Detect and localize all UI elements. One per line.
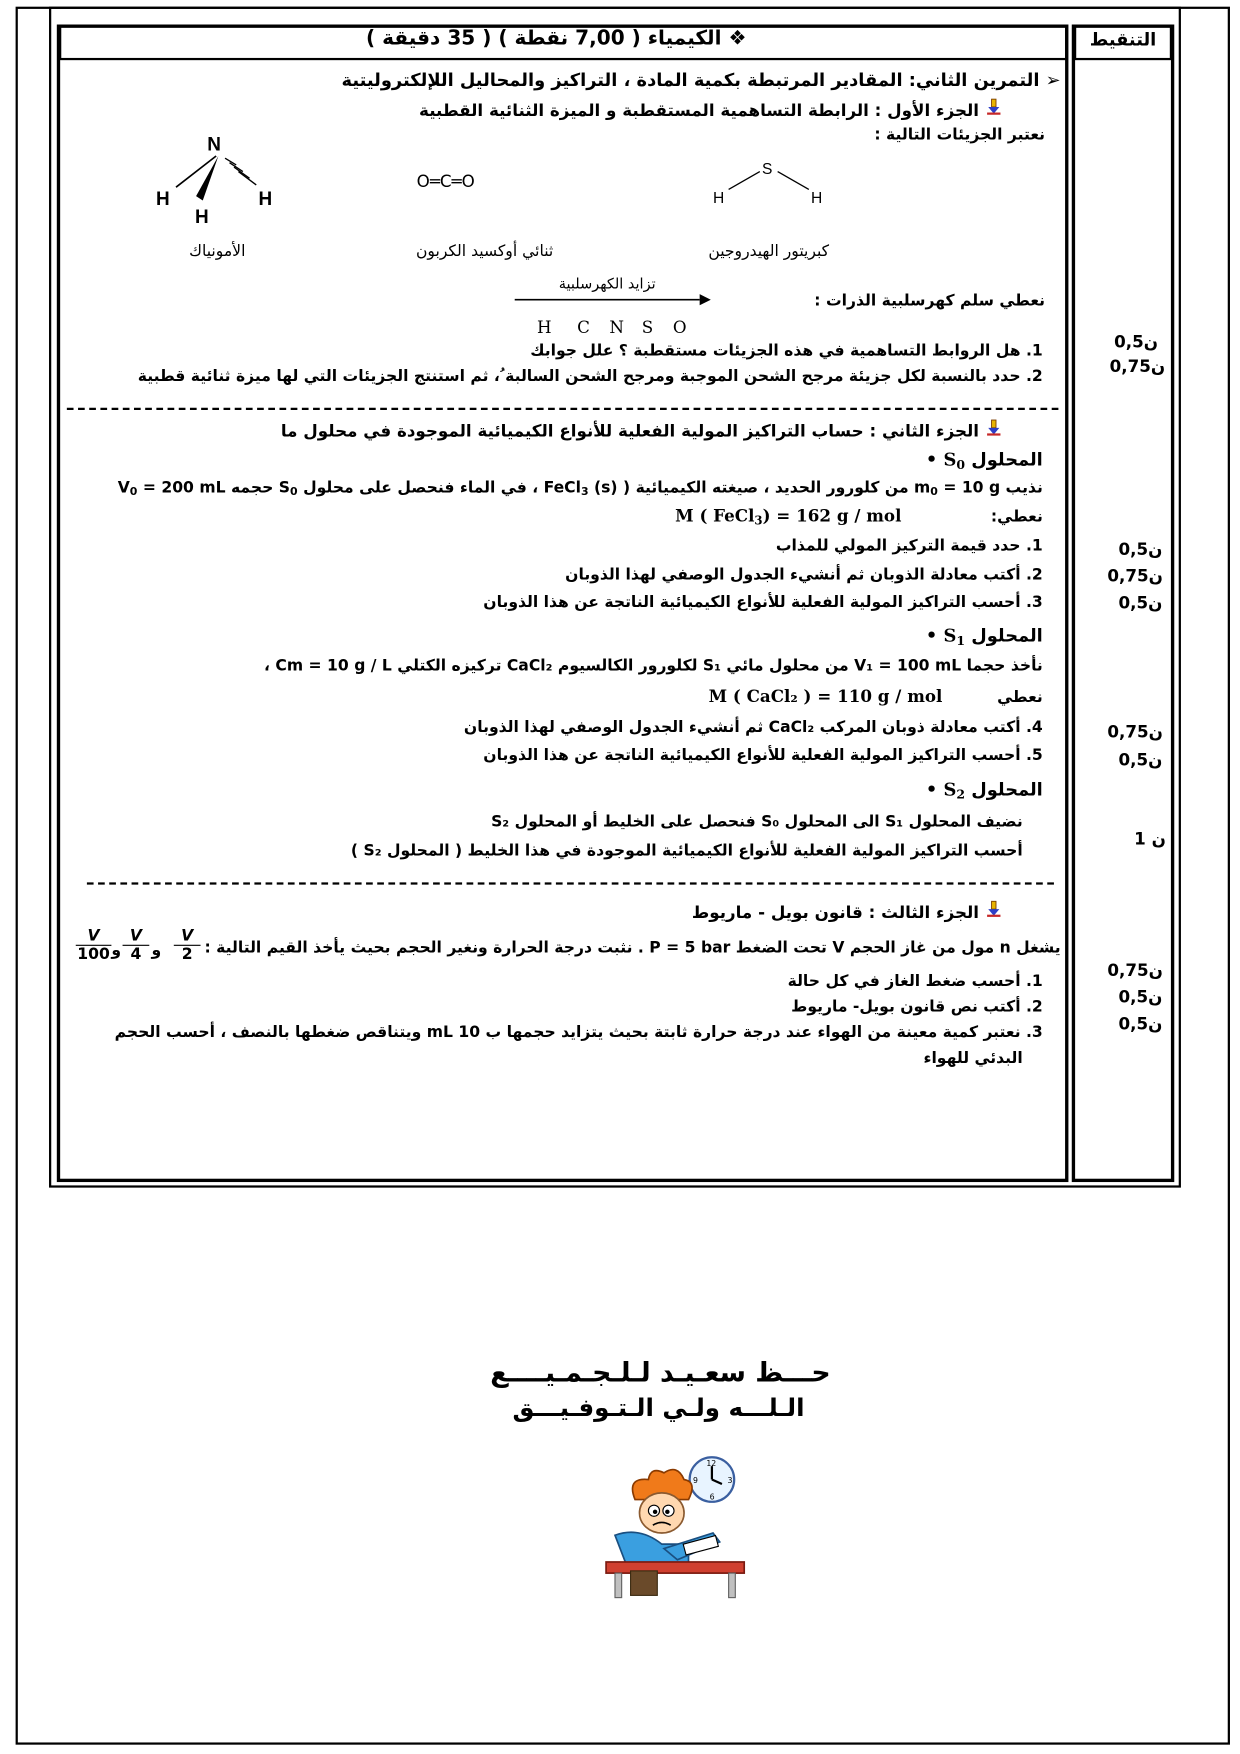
s0-sub-a: 0 bbox=[930, 486, 938, 499]
score-s2: 1 ن bbox=[1134, 828, 1166, 849]
fraction-numerator: V bbox=[174, 927, 201, 946]
s0-question-1 bbox=[557, 537, 1043, 555]
fraction-v-100 bbox=[76, 927, 112, 964]
scale-atom-h: H bbox=[536, 317, 552, 338]
question-number: 4. bbox=[1025, 718, 1043, 737]
solution-word: المحلول bbox=[971, 778, 1043, 800]
h2s-s-atom: S bbox=[762, 160, 773, 178]
fraction-numerator: V bbox=[123, 927, 150, 946]
and-word-2: و bbox=[111, 941, 122, 960]
s2-label: المحلول $S_2$ • bbox=[925, 778, 1043, 802]
score-p3-q2: 0,5ن bbox=[1118, 987, 1163, 1008]
s0-given-a: M ( FeCl bbox=[675, 505, 755, 526]
part3-heading bbox=[624, 900, 1003, 922]
s0-text-e: = 200 mL bbox=[137, 479, 226, 497]
s0-given-value bbox=[675, 506, 901, 528]
s0-sub-d: 0 bbox=[129, 486, 138, 499]
scale-atom-o: O bbox=[672, 317, 687, 338]
question-number: 2. bbox=[1025, 367, 1043, 386]
part3-heading-text: الجزء الثالث : قانون بويل - ماريوط bbox=[691, 902, 980, 923]
s2-statement-1: نضيف المحلول S₁ الى المحلول S₀ فنحصل على الخليط أو المحلول S₂ bbox=[491, 813, 1023, 832]
score-s0-q2: 0,75ن bbox=[1107, 565, 1163, 587]
score-p1-q2: 0,75ن bbox=[1109, 356, 1166, 377]
section-title bbox=[334, 27, 746, 50]
solution-word: المحلول bbox=[971, 625, 1043, 647]
p3-question-1 bbox=[668, 973, 1042, 991]
grading-column-header: التنقيط bbox=[1089, 28, 1157, 51]
electronegativity-arrow-icon bbox=[512, 293, 713, 306]
s2-symbol: S bbox=[943, 778, 957, 800]
question-number: 2. bbox=[1025, 565, 1043, 584]
co2-name: ثنائي أوكسيد الكربون bbox=[415, 242, 554, 261]
svg-text:9: 9 bbox=[692, 1475, 698, 1485]
electronegativity-arrow-label: تزايد الكهرسلبية bbox=[558, 276, 656, 294]
question-text: نعتبر كمية معينة من الهواء عند درجة حرارة ثابتة بحيث يتزايد حجمها ب 10 mL ويتناقص ضغطها بالنصف ، أحسب الحجم bbox=[114, 1023, 1021, 1042]
question-text: حدد قيمة التركيز المولي للمذاب bbox=[775, 536, 1021, 555]
s1-given-label: نعطي bbox=[997, 688, 1043, 707]
s0-question-2 bbox=[446, 566, 1043, 584]
s1-statement: نأخذ حجما V₁ = 100 mL من محلول مائي S₁ لكلورور الكالسيوم CaCl₂ تركيزه الكتلي Cm = 10 g / L ، bbox=[264, 657, 1043, 676]
s0-text-d: حجمه V bbox=[117, 479, 279, 497]
s0-question-3 bbox=[334, 594, 1043, 612]
section-title-text: الكيمياء ( 7,00 نقطة ) ( 35 دقيقة ) bbox=[365, 26, 722, 51]
fraction-numerator: V bbox=[76, 927, 112, 946]
part3-intro: يشغل n مول من غاز الحجم V تحت الضغط P = 5 bar . نثبت درجة الحرارة ونغير الحجم بحيث يأخذ القيم التالية : bbox=[204, 939, 1061, 958]
s0-text-a: نذيب m bbox=[914, 479, 1043, 497]
diamond-bullet-icon: ❖ bbox=[728, 26, 747, 51]
scale-atom-s: S bbox=[641, 317, 654, 338]
s0-label: المحلول $S_0$ • bbox=[925, 448, 1043, 473]
h2s-h-right: H bbox=[811, 189, 823, 207]
s0-symbol: S bbox=[943, 448, 957, 471]
score-s0-q1: 0,5ن bbox=[1118, 539, 1163, 560]
fraction-v-2 bbox=[174, 927, 201, 964]
score-s0-q3: 0,5ن bbox=[1118, 592, 1163, 613]
p3-question-3 bbox=[100, 1024, 1043, 1042]
s1-question-4 bbox=[379, 719, 1043, 737]
solution-word: المحلول bbox=[971, 448, 1043, 471]
fraction-denominator: 2 bbox=[181, 945, 193, 964]
question-number: 3. bbox=[1025, 593, 1043, 612]
separator-1 bbox=[67, 408, 1059, 410]
s1-symbol: S bbox=[943, 625, 957, 647]
and-word-1: و bbox=[151, 941, 162, 960]
s1-question-5 bbox=[334, 746, 1043, 764]
question-number: 1. bbox=[1025, 536, 1043, 555]
separator-2 bbox=[87, 882, 1054, 884]
fraction-v-4 bbox=[123, 927, 150, 964]
s0-sub-c: 0 bbox=[290, 486, 298, 499]
h2s-name: كبريتور الهيدروجين bbox=[708, 242, 830, 261]
exercise-title bbox=[256, 69, 1060, 90]
score-p1-q1: 0,5ن bbox=[1114, 332, 1158, 353]
ammonia-structure bbox=[156, 131, 312, 231]
s0-statement bbox=[67, 479, 1043, 498]
fraction-denominator: 4 bbox=[130, 945, 142, 964]
s0-given-sub: 3 bbox=[754, 514, 763, 528]
s0-sub-b: 3 bbox=[580, 486, 589, 499]
svg-text:6: 6 bbox=[709, 1492, 715, 1502]
s0-given-label: نعطي: bbox=[990, 508, 1043, 526]
score-s1-q5: 0,5ن bbox=[1118, 749, 1163, 770]
h2s-h-left: H bbox=[713, 189, 725, 207]
arrow-bullet-icon: ➢ bbox=[1045, 69, 1061, 91]
p3-question-2 bbox=[668, 998, 1042, 1016]
score-p3-q3: 0,5ن bbox=[1118, 1013, 1163, 1034]
ammonia-name: الأمونياك bbox=[189, 242, 246, 261]
question-text: أكتب معادلة الذوبان ثم أنشيء الجدول الوصفي لهذا الذوبان bbox=[565, 565, 1021, 584]
svg-text:N: N bbox=[207, 134, 221, 156]
s2-subscript: 2 bbox=[956, 786, 966, 802]
part1-question-2 bbox=[134, 368, 1043, 386]
question-text: أحسب التراكيز المولية الفعلية للأنواع الكيميائية الناتجة عن هذا الذوبان bbox=[483, 746, 1021, 765]
pushpin-icon bbox=[979, 902, 1003, 922]
svg-text:3: 3 bbox=[727, 1475, 733, 1485]
s1-subscript: 1 bbox=[956, 632, 966, 649]
question-text: حدد بالنسبة لكل جزيئة مرجح الشحن الموجبة ومرجح الشحن السالبة ُ، ثم استنتج الجزيئات التي لها ميزة ثنائية قطبية bbox=[137, 367, 1021, 386]
question-text: أكتب معادلة ذوبان المركب CaCl₂ ثم أنشيء الجدول الوصفي لهذا الذوبان bbox=[463, 718, 1021, 737]
ammonia-h-left: H bbox=[155, 188, 170, 210]
scale-atom-c: C bbox=[577, 317, 590, 338]
s2-statement-2: أحسب التراكيز المولية الفعلية للأنواع الكيميائية الموجودة في هذا الخليط ( المحلول S₂ ) bbox=[350, 842, 1023, 861]
part1-intro: نعتبر الجزيئات التالية : bbox=[874, 125, 1046, 144]
s0-text-c: (s) ، في الماء فنحصل على محلول S bbox=[278, 479, 618, 497]
s1-label: المحلول $S_1$ • bbox=[925, 625, 1043, 649]
question-number: 1. bbox=[1025, 342, 1043, 360]
part1-question-1 bbox=[446, 342, 1043, 360]
question-number: 1. bbox=[1025, 972, 1043, 991]
part1-heading bbox=[334, 98, 1002, 120]
exercise-title-text: التمرين الثاني: المقادير المرتبطة بكمية المادة ، التراكيز والمحاليل اللإلكتروليتية bbox=[341, 69, 1040, 91]
pushpin-icon bbox=[979, 100, 1003, 120]
s0-given-b: ) = 162 g / mol bbox=[762, 505, 902, 526]
scale-atom-n: N bbox=[609, 317, 625, 338]
ammonia-h-right: H bbox=[258, 188, 273, 210]
hydrogen-sulfide-structure bbox=[709, 156, 832, 212]
s0-text-b: = 10 g من كلورور الحديد ، صيغته الكيميائية ( FeCl bbox=[543, 479, 1001, 497]
part2-heading-text: الجزء الثاني : حساب التراكيز المولية الفعلية للأنواع الكيميائية الموجودة في محلول ما bbox=[280, 421, 980, 442]
p3-question-3-cont: البدئي للهواء bbox=[923, 1049, 1023, 1068]
question-number: 3. bbox=[1025, 1023, 1043, 1042]
question-number: 5. bbox=[1025, 746, 1043, 765]
co2-structure: O═C═O bbox=[416, 171, 475, 192]
footer-line-1: حـــظ سعـيـد لـلـجـمـيــــع bbox=[490, 1356, 831, 1389]
footer-line-2: الـلـــه ولـي الـتـوفـيـــق bbox=[512, 1394, 805, 1423]
question-text: أحسب التراكيز المولية الفعلية للأنواع الكيميائية الناتجة عن هذا الذوبان bbox=[483, 593, 1021, 612]
question-text: أحسب ضغط الغاز في كل حالة bbox=[787, 972, 1021, 991]
pushpin-icon bbox=[979, 421, 1003, 441]
fraction-denominator: 100 bbox=[77, 945, 110, 964]
studying-student-illustration bbox=[582, 1455, 760, 1600]
s0-subscript: 0 bbox=[956, 456, 966, 473]
score-s1-q4: 0,75ن bbox=[1107, 721, 1163, 742]
ammonia-h-bottom: H bbox=[194, 206, 209, 228]
question-text: أكتب نص قانون بويل- ماريوط bbox=[791, 998, 1021, 1017]
part2-heading bbox=[267, 419, 1002, 441]
question-number: 2. bbox=[1025, 998, 1043, 1017]
s1-given-value: M ( CaCl₂ ) = 110 g / mol bbox=[708, 686, 943, 707]
question-text: هل الروابط التساهمية في هذه الجزيئات مستقطبة ؟ علل جوابك bbox=[530, 342, 1021, 360]
svg-text:12: 12 bbox=[706, 1459, 717, 1469]
part1-heading-text: الجزء الأول : الرابطة التساهمية المستقطبة و الميزة الثنائية القطبية bbox=[419, 100, 980, 121]
electronegativity-scale-label: نعطي سلم كهرسلبية الذرات : bbox=[814, 291, 1046, 310]
score-p3-q1: 0,75ن bbox=[1107, 960, 1163, 981]
